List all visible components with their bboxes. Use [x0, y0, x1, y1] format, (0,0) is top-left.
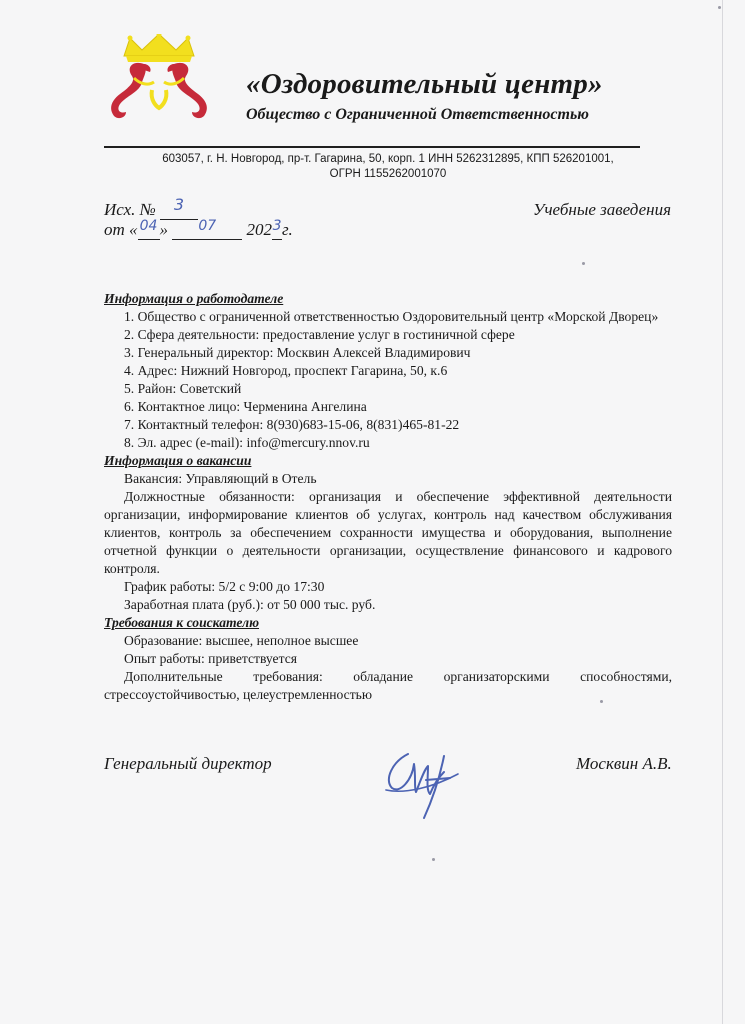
- recipient: Учебные заведения: [533, 200, 671, 219]
- address-line-1: 603057, г. Н. Новгород, пр-т. Гагарина, 50, корп. 1 ИНН 5262312895, КПП 526201001,: [162, 153, 614, 165]
- requirements-additional: Дополнительные требования: обладание организаторскими способностями, стрессоустойчивостью, целеустремленностью: [104, 669, 672, 702]
- signatory-role: Генеральный директор: [104, 754, 272, 773]
- reference-date: [104, 220, 293, 240]
- reference-number-label: Исх. №: [104, 200, 156, 219]
- letter-body: [104, 290, 672, 704]
- year-suffix: г.: [282, 220, 293, 239]
- vacancy-schedule: График работы: 5/2 с 9:00 до 17:30: [124, 579, 325, 594]
- requirements-heading: Требования к соискателю: [104, 615, 260, 630]
- date-day-field: [138, 220, 160, 240]
- reference-number: [104, 195, 198, 220]
- vacancy-heading: Информация о вакансии: [104, 453, 252, 468]
- year-prefix: 202: [246, 220, 273, 239]
- requirements-experience: Опыт работы: приветствуется: [124, 651, 297, 666]
- employer-item: 8. Эл. адрес (e-mail): info@mercury.nnov.ru: [124, 435, 370, 450]
- scan-speck: [718, 6, 721, 9]
- date-prefix: от «: [104, 220, 138, 239]
- page-edge: [722, 0, 723, 1024]
- reference-number-value: 3: [173, 195, 185, 214]
- date-day: 04: [139, 218, 158, 234]
- header-divider: [104, 146, 640, 148]
- date-year-field: [272, 220, 282, 240]
- date-month-field: [172, 220, 242, 240]
- employer-item: 7. Контактный телефон: 8(930)683-15-06, 8(831)465-81-22: [124, 417, 460, 432]
- date-mid: »: [159, 220, 169, 239]
- employer-item: 3. Генеральный директор: Москвин Алексей Владимирович: [124, 345, 471, 360]
- scan-speck: [432, 858, 435, 861]
- requirements-education: Образование: высшее, неполное высшее: [124, 633, 359, 648]
- vacancy-duties: Должностные обязанности: организация и обеспечение эффективной деятельности организации, информирование клиентов об услугах, контроль над качеством обслуживания клиентов, контроль за обеспечением сохранности имущества и оборудования, выполнение отчетной функции о деятельности организации, осуществление финансового и кадрового контроля.: [104, 489, 672, 576]
- date-month: 07: [198, 218, 217, 234]
- employer-item: 2. Сфера деятельности: предоставление услуг в гостиничной сфере: [124, 327, 515, 342]
- employer-heading: Информация о работодателе: [104, 291, 284, 306]
- reference-number-field: [160, 195, 198, 220]
- company-logo: [104, 34, 214, 120]
- employer-item: 1. Общество с ограниченной ответственностью Оздоровительный центр «Морской Дворец»: [124, 309, 659, 324]
- scan-speck: [582, 262, 585, 265]
- employer-item: 4. Адрес: Нижний Новгород, проспект Гагарина, 50, к.6: [124, 363, 448, 378]
- vacancy-position: Вакансия: Управляющий в Отель: [124, 471, 317, 486]
- company-subtitle: Общество с Ограниченной Ответственностью: [246, 106, 589, 123]
- vacancy-salary: Заработная плата (руб.): от 50 000 тыс. руб.: [124, 597, 376, 612]
- address-line-2: ОГРН 1155262001070: [329, 168, 447, 180]
- company-title: «Оздоровительный центр»: [246, 68, 603, 100]
- employer-item: 5. Район: Советский: [124, 381, 242, 396]
- year-digit: 3: [272, 218, 282, 234]
- employer-item: 6. Контактное лицо: Черменина Ангелина: [124, 399, 367, 414]
- signatory-name: Москвин А.В.: [576, 754, 672, 773]
- handwritten-signature: [378, 736, 482, 824]
- company-address: [104, 152, 672, 182]
